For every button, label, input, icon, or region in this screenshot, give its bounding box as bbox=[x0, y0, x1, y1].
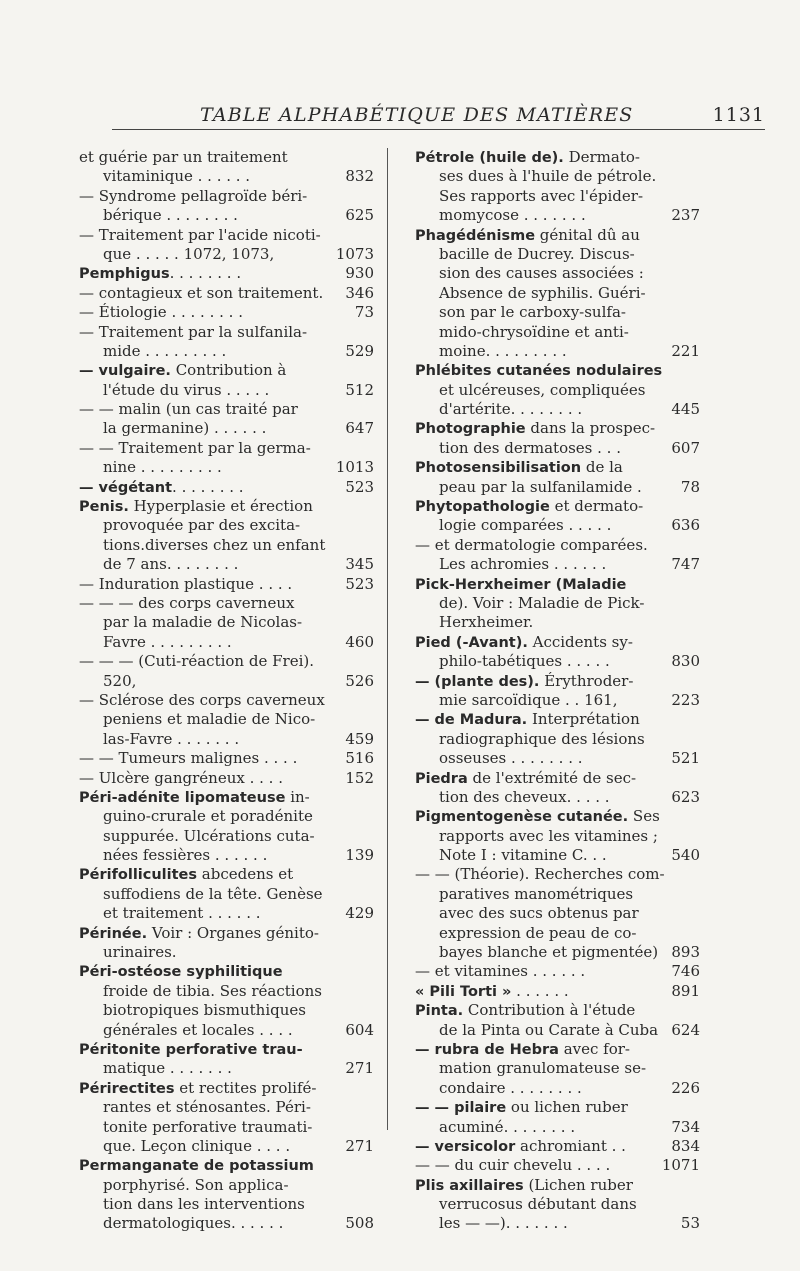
page-ref: 1071 bbox=[661, 1156, 700, 1175]
index-entry-line: que . . . . . 1072, 1073, bbox=[103, 244, 275, 263]
index-entry-line: d'artérite. . . . . . . . bbox=[439, 400, 583, 419]
index-entry-line: — Ulcère gangréneux . . . . bbox=[79, 768, 283, 787]
index-entry-line: las-Favre . . . . . . . bbox=[103, 729, 240, 748]
page-ref bbox=[330, 1118, 374, 1137]
index-entry-line: et traitement . . . . . . bbox=[103, 904, 261, 923]
right-page-refs bbox=[660, 148, 700, 1234]
page-ref: 832 bbox=[345, 167, 374, 186]
page-ref bbox=[660, 904, 700, 923]
page-ref bbox=[330, 361, 374, 380]
index-entry-line bbox=[79, 962, 345, 981]
page-ref bbox=[330, 439, 374, 458]
entry-heading: — (plante des). bbox=[415, 673, 540, 690]
page-ref: 508 bbox=[345, 1214, 374, 1233]
index-entry-line: Absence de syphilis. Guéri- bbox=[439, 283, 646, 302]
index-entry-line: rantes et sténosantes. Péri- bbox=[103, 1098, 311, 1117]
page-ref bbox=[660, 148, 700, 167]
index-entry-line: — versicolor achromiant . . bbox=[415, 1136, 626, 1155]
index-entry-line: par la maladie de Nicolas- bbox=[103, 613, 303, 632]
index-entry-line: Piedra de l'extrémité de sec- bbox=[415, 768, 637, 787]
index-entry-line: dermatologiques. . . . . . bbox=[103, 1214, 284, 1233]
index-entry-line: générales et locales . . . . bbox=[103, 1020, 293, 1039]
index-entry-line: Péri-adénite lipomateuse in- bbox=[79, 787, 310, 806]
index-entry-line: de 7 ans. . . . . . . . bbox=[103, 555, 239, 574]
index-entry-line: — — Traitement par la germa- bbox=[79, 438, 311, 457]
index-entry-line: guino-crurale et poradénite bbox=[103, 807, 313, 826]
page-ref: 529 bbox=[345, 341, 374, 360]
page-ref bbox=[660, 1176, 700, 1195]
page-ref bbox=[660, 187, 700, 206]
index-entry-line: acuminé. . . . . . . . bbox=[439, 1117, 576, 1136]
index-entry-line: — — — des corps caverneux bbox=[79, 593, 295, 612]
page-ref: 459 bbox=[345, 729, 374, 748]
page-ref bbox=[660, 303, 700, 322]
page-ref bbox=[660, 730, 700, 749]
index-entry-line: bérique . . . . . . . . bbox=[103, 206, 238, 225]
index-entry-line: nées fessières . . . . . . bbox=[103, 846, 268, 865]
index-entry-line: — (plante des). Érythroder- bbox=[415, 671, 634, 690]
page-ref: 429 bbox=[345, 904, 374, 923]
page-ref: 516 bbox=[345, 749, 374, 768]
page-ref: 523 bbox=[345, 477, 374, 496]
entry-heading: Pigmentogenèse cutanée. bbox=[415, 809, 629, 826]
page-ref: 346 bbox=[345, 283, 374, 302]
index-entry-line: moine. . . . . . . . . bbox=[439, 341, 567, 360]
page-ref bbox=[660, 710, 700, 729]
page-ref: 604 bbox=[345, 1020, 374, 1039]
page-ref: 830 bbox=[671, 652, 700, 671]
index-entry-line: avec des sucs obtenus par bbox=[439, 904, 639, 923]
page-ref bbox=[330, 924, 374, 943]
page-ref bbox=[330, 497, 374, 516]
page-ref bbox=[660, 1040, 700, 1059]
page-ref: 526 bbox=[345, 671, 374, 690]
index-entry-line: tion des cheveux. . . . . bbox=[439, 787, 610, 806]
index-entry-line: verrucosus débutant dans bbox=[439, 1195, 637, 1214]
page-ref: 152 bbox=[345, 768, 374, 787]
index-entry-line: radiographique des lésions bbox=[439, 729, 645, 748]
page-number: 1131 bbox=[712, 104, 765, 126]
index-entry-line: de). Voir : Maladie de Pick- bbox=[439, 593, 645, 612]
index-entry-line: — — Tumeurs malignes . . . . bbox=[79, 749, 298, 768]
page-ref bbox=[660, 613, 700, 632]
left-page-refs bbox=[330, 148, 374, 1234]
index-entry-line: Herxheimer. bbox=[439, 613, 534, 632]
index-entry-line: — — — (Cuti-réaction de Frei). bbox=[79, 652, 314, 671]
page-ref bbox=[660, 167, 700, 186]
index-entry-line: logie comparées . . . . . bbox=[439, 516, 612, 535]
header-rule bbox=[112, 129, 765, 130]
entry-heading: Pemphigus bbox=[79, 266, 170, 283]
index-entry-line: — et dermatologie comparées. bbox=[415, 535, 648, 554]
index-entry-line: biotropiques bismuthiques bbox=[103, 1001, 306, 1020]
page-ref bbox=[660, 497, 700, 516]
page-ref bbox=[330, 516, 374, 535]
page-ref: 893 bbox=[671, 943, 700, 962]
page-ref: 237 bbox=[671, 206, 700, 225]
page-ref: 540 bbox=[671, 846, 700, 865]
page-ref: 512 bbox=[345, 380, 374, 399]
entry-heading: Pied (-Avant). bbox=[415, 634, 528, 651]
page-ref bbox=[660, 575, 700, 594]
page-ref: 78 bbox=[680, 477, 700, 496]
index-entry-line: froide de tibia. Ses réactions bbox=[103, 981, 322, 1000]
index-entry-line: tion dans les interventions bbox=[103, 1195, 305, 1214]
index-entry-line: son par le carboxy-sulfa- bbox=[439, 303, 626, 322]
index-entry-line: tions.diverses chez un enfant bbox=[103, 535, 326, 554]
index-entry-line: Périnée. Voir : Organes génito- bbox=[79, 923, 319, 942]
index-entry-line: osseuses . . . . . . . . bbox=[439, 749, 583, 768]
page-ref: 1013 bbox=[335, 458, 374, 477]
page-ref bbox=[660, 633, 700, 652]
page-ref: 930 bbox=[345, 264, 374, 283]
entry-heading: Périfolliculites bbox=[79, 867, 198, 884]
page-ref: 747 bbox=[671, 555, 700, 574]
index-entry-line: mation granulomateuse se- bbox=[439, 1059, 647, 1078]
page-ref: 624 bbox=[671, 1020, 700, 1039]
index-entry-line: — Induration plastique . . . . bbox=[79, 574, 293, 593]
entry-heading: Péritonite perforative trau- bbox=[79, 1041, 303, 1058]
index-entry-line: — Traitement par la sulfanila- bbox=[79, 322, 308, 341]
index-entry-line: Pied (-Avant). Accidents sy- bbox=[415, 632, 633, 651]
page-ref: 647 bbox=[345, 419, 374, 438]
page-ref bbox=[660, 323, 700, 342]
index-entry-line: 520, bbox=[103, 671, 137, 690]
index-entry-line: « Pili Torti » . . . . . . bbox=[415, 981, 569, 1000]
entry-heading: — versicolor bbox=[415, 1138, 516, 1155]
entry-heading: Phagédénisme bbox=[415, 227, 536, 244]
index-entry-line: suffodiens de la tête. Genèse bbox=[103, 884, 323, 903]
page-ref: 834 bbox=[671, 1136, 700, 1155]
index-entry-line: mide . . . . . . . . . bbox=[103, 341, 227, 360]
page-ref bbox=[330, 807, 374, 826]
index-entry-line: peau par la sulfanilamide . bbox=[439, 477, 642, 496]
index-entry-line: — végétant. . . . . . . . bbox=[79, 477, 244, 496]
running-header bbox=[200, 98, 765, 128]
index-entry-line: les — —). . . . . . . bbox=[439, 1214, 568, 1233]
page-ref bbox=[330, 1156, 374, 1175]
index-entry-line: Note I : vitamine C. . . bbox=[439, 846, 607, 865]
page-ref: 271 bbox=[345, 1136, 374, 1155]
index-entry-line: — Syndrome pellagroïde béri- bbox=[79, 186, 308, 205]
index-entry-line: Phagédénisme génital dû au bbox=[415, 225, 640, 244]
page-ref bbox=[330, 982, 374, 1001]
entry-heading: — — pilaire bbox=[415, 1100, 507, 1117]
index-entry-line: Les achromies . . . . . . bbox=[439, 555, 607, 574]
page-ref bbox=[660, 361, 700, 380]
page-ref: 521 bbox=[671, 749, 700, 768]
page-ref bbox=[330, 1001, 374, 1020]
index-entry-line: que. Leçon clinique . . . . bbox=[103, 1136, 291, 1155]
page-ref bbox=[660, 458, 700, 477]
page-ref bbox=[330, 594, 374, 613]
entry-heading: Périrectites bbox=[79, 1080, 175, 1097]
page-ref bbox=[660, 284, 700, 303]
index-entry-line: Périrectites et rectites prolifé- bbox=[79, 1078, 317, 1097]
index-entry-line: mie sarcoïdique . . 161, bbox=[439, 690, 618, 709]
column-divider bbox=[387, 148, 388, 1130]
entry-heading: Piedra bbox=[415, 770, 468, 787]
page-ref bbox=[330, 652, 374, 671]
entry-heading: — rubra de Hebra bbox=[415, 1041, 559, 1058]
index-entry-line: Photosensibilisation de la bbox=[415, 458, 623, 477]
index-entry-line: — Étiologie . . . . . . . . bbox=[79, 303, 243, 322]
entry-heading: Péri-ostéose syphilitique bbox=[79, 964, 283, 981]
index-entry-line: Ses rapports avec l'épider- bbox=[439, 186, 644, 205]
index-entry-line: mido-chrysoïdine et anti- bbox=[439, 322, 629, 341]
page-ref bbox=[330, 613, 374, 632]
entry-heading: Péri-adénite lipomateuse bbox=[79, 789, 286, 806]
index-entry-line: Pinta. Contribution à l'étude bbox=[415, 1001, 636, 1020]
index-entry-line bbox=[79, 1040, 345, 1059]
page-ref bbox=[330, 323, 374, 342]
page-ref bbox=[660, 1059, 700, 1078]
page-ref bbox=[660, 1195, 700, 1214]
index-entry-line: peniens et maladie de Nico- bbox=[103, 710, 316, 729]
index-entry-line: — — du cuir chevelu . . . . bbox=[415, 1156, 611, 1175]
index-entry-line: et ulcéreuses, compliquées bbox=[439, 380, 646, 399]
page-ref bbox=[660, 245, 700, 264]
page-ref: 523 bbox=[345, 574, 374, 593]
index-entry-line: — contagieux et son traitement. bbox=[79, 283, 324, 302]
page-ref bbox=[330, 1176, 374, 1195]
index-entry-line: — — malin (un cas traité par bbox=[79, 400, 298, 419]
index-entry-line: la germanine) . . . . . . bbox=[103, 419, 267, 438]
entry-heading: Périnée. bbox=[79, 925, 148, 942]
index-entry-line: l'étude du virus . . . . . bbox=[103, 380, 270, 399]
page-ref bbox=[330, 943, 374, 962]
entry-heading: Phytopathologie bbox=[415, 499, 550, 516]
index-entry-line: momycose . . . . . . . bbox=[439, 206, 586, 225]
index-entry-line: Périfolliculites abcedens et bbox=[79, 865, 294, 884]
page-ref bbox=[330, 1195, 374, 1214]
index-entry-line: — — pilaire ou lichen ruber bbox=[415, 1098, 628, 1117]
page-ref: 139 bbox=[345, 846, 374, 865]
page-ref bbox=[660, 1001, 700, 1020]
page-ref bbox=[330, 1079, 374, 1098]
page-ref bbox=[330, 536, 374, 555]
page-ref: 623 bbox=[671, 787, 700, 806]
index-entry-line: — de Madura. Interprétation bbox=[415, 710, 640, 729]
page-ref bbox=[660, 381, 700, 400]
page-ref bbox=[330, 148, 374, 167]
index-entry-line: tion des dermatoses . . . bbox=[439, 438, 621, 457]
entry-heading: — vulgaire. bbox=[79, 363, 171, 380]
page-ref bbox=[330, 885, 374, 904]
page-ref: 1073 bbox=[335, 244, 374, 263]
page-ref bbox=[660, 419, 700, 438]
page-ref: 53 bbox=[680, 1214, 700, 1233]
index-entry-line: Pétrole (huile de). Dermato- bbox=[415, 148, 640, 166]
page-ref bbox=[660, 807, 700, 826]
index-entry-line: — rubra de Hebra avec for- bbox=[415, 1039, 630, 1058]
index-entry-line: provoquée par des excita- bbox=[103, 516, 301, 535]
index-entry-line bbox=[79, 1156, 345, 1175]
entry-heading: Permanganate de potassium bbox=[79, 1158, 314, 1175]
page-ref bbox=[660, 769, 700, 788]
page-ref bbox=[330, 865, 374, 884]
index-entry-line: — Sclérose des corps caverneux bbox=[79, 690, 325, 709]
page-ref: 73 bbox=[354, 303, 374, 322]
page-ref bbox=[660, 226, 700, 245]
index-entry-line: suppurée. Ulcérations cuta- bbox=[103, 826, 315, 845]
index-entry-line: Photographie dans la prospec- bbox=[415, 419, 656, 438]
index-entry-line: Penis. Hyperplasie et érection bbox=[79, 497, 313, 516]
page-ref bbox=[330, 710, 374, 729]
page-ref: 460 bbox=[345, 632, 374, 651]
index-entry-line: Pigmentogenèse cutanée. Ses bbox=[415, 807, 660, 826]
entry-heading: Phlébites cutanées nodulaires bbox=[415, 363, 663, 380]
page-ref bbox=[660, 672, 700, 691]
page-ref bbox=[660, 264, 700, 283]
page-ref bbox=[330, 187, 374, 206]
index-entry-line bbox=[415, 361, 700, 380]
entry-heading: Pinta. bbox=[415, 1003, 464, 1020]
page-ref bbox=[330, 1040, 374, 1059]
index-entry-line: Plis axillaires (Lichen ruber bbox=[415, 1175, 633, 1194]
index-entry-line: Favre . . . . . . . . . bbox=[103, 632, 232, 651]
page-ref bbox=[330, 1098, 374, 1117]
page-ref bbox=[660, 594, 700, 613]
entry-heading: Plis axillaires bbox=[415, 1177, 524, 1194]
index-entry-line: vitaminique . . . . . . bbox=[103, 167, 251, 186]
page-ref: 445 bbox=[671, 400, 700, 419]
entry-heading: — de Madura. bbox=[415, 712, 528, 729]
page-ref: 226 bbox=[671, 1078, 700, 1097]
page-ref bbox=[330, 691, 374, 710]
right-column bbox=[415, 148, 700, 1234]
index-entry-line: expression de peau de co- bbox=[439, 923, 637, 942]
header-title: TABLE ALPHABÉTIQUE DES MATIÈRES bbox=[200, 104, 634, 126]
page-ref bbox=[330, 226, 374, 245]
page-ref: 345 bbox=[345, 555, 374, 574]
entry-heading: Penis. bbox=[79, 499, 129, 516]
index-entry-line: sion des causes associées : bbox=[439, 264, 644, 283]
index-entry-line: — — (Théorie). Recherches com- bbox=[415, 865, 665, 884]
index-entry-line: — et vitamines . . . . . . bbox=[415, 962, 586, 981]
index-entry-line: tonite perforative traumati- bbox=[103, 1117, 313, 1136]
page-ref bbox=[660, 924, 700, 943]
page-ref bbox=[660, 1098, 700, 1117]
entry-heading: Pick-Herxheimer (Maladie bbox=[415, 576, 627, 593]
index-entry-line: nine . . . . . . . . . bbox=[103, 458, 222, 477]
index-entry-line: Pemphigus. . . . . . . . bbox=[79, 264, 242, 283]
entry-heading: « Pili Torti » bbox=[415, 983, 512, 1000]
index-entry-line: porphyrisé. Son applica- bbox=[103, 1175, 289, 1194]
page-ref: 607 bbox=[671, 438, 700, 457]
index-entry-line: philo-tabétiques . . . . . bbox=[439, 652, 610, 671]
page-ref: 636 bbox=[671, 516, 700, 535]
index-entry-line: ses dues à l'huile de pétrole. bbox=[439, 167, 657, 186]
page-ref: 223 bbox=[671, 690, 700, 709]
page-ref: 734 bbox=[671, 1117, 700, 1136]
index-entry-line: condaire . . . . . . . . bbox=[439, 1078, 582, 1097]
index-entry-line: de la Pinta ou Carate à Cuba bbox=[439, 1020, 659, 1039]
index-entry-line: — Traitement par l'acide nicoti- bbox=[79, 225, 321, 244]
index-entry-line: — vulgaire. Contribution à bbox=[79, 361, 287, 380]
page-ref bbox=[660, 865, 700, 884]
page-ref bbox=[660, 827, 700, 846]
page-ref bbox=[330, 962, 374, 981]
page-ref bbox=[660, 536, 700, 555]
page-ref: 891 bbox=[671, 981, 700, 1000]
index-entry-line bbox=[415, 575, 700, 594]
page-ref: 221 bbox=[671, 341, 700, 360]
index-entry-line: matique . . . . . . . bbox=[103, 1059, 232, 1078]
index-entry-line: et guérie par un traitement bbox=[79, 148, 288, 166]
index-entry-line: paratives manométriques bbox=[439, 884, 634, 903]
index-entry-line: rapports avec les vitamines ; bbox=[439, 826, 658, 845]
entry-heading: Photosensibilisation bbox=[415, 460, 582, 477]
page-ref bbox=[330, 788, 374, 807]
page-ref: 271 bbox=[345, 1059, 374, 1078]
entry-heading: — végétant bbox=[79, 479, 173, 496]
index-entry-line: bacille de Ducrey. Discus- bbox=[439, 244, 635, 263]
page-ref bbox=[660, 885, 700, 904]
index-entry-line: Phytopathologie et dermato- bbox=[415, 497, 644, 516]
entry-heading: Pétrole (huile de). bbox=[415, 150, 564, 166]
index-entry-line: urinaires. bbox=[103, 943, 177, 962]
page-ref: 625 bbox=[345, 206, 374, 225]
page-ref bbox=[330, 827, 374, 846]
page-ref: 746 bbox=[671, 962, 700, 981]
entry-heading: Photographie bbox=[415, 421, 526, 438]
index-entry-line: bayes blanche et pigmentée) bbox=[439, 943, 659, 962]
left-column bbox=[79, 148, 345, 1234]
page-ref bbox=[330, 400, 374, 419]
